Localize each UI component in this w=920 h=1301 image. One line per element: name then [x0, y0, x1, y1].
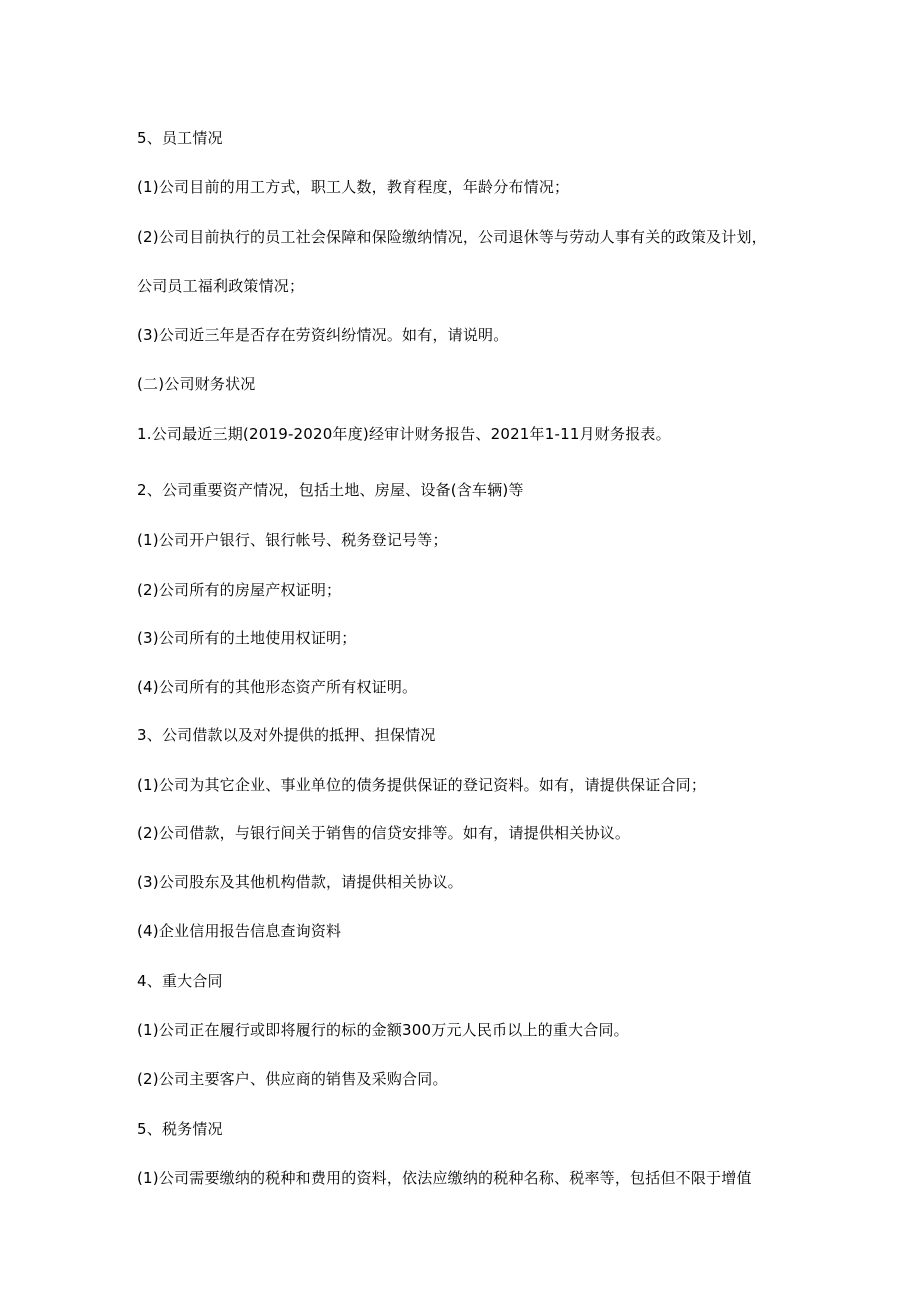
list-item: (3)公司所有的土地使用权证明； [137, 629, 357, 647]
section-heading-finance: (二)公司财务状况 [137, 375, 256, 393]
list-item: (2)公司所有的房屋产权证明； [137, 581, 342, 599]
list-item-continuation: 公司员工福利政策情况； [137, 277, 305, 295]
list-item: (2)公司借款，与银行间关于销售的信贷安排等。如有，请提供相关协议。 [137, 824, 631, 842]
list-item: (2)公司主要客户、供应商的销售及采购合同。 [137, 1070, 448, 1088]
section-heading-employees: 5、员工情况 [137, 129, 223, 147]
list-item: (1)公司目前的用工方式，职工人数，教育程度，年龄分布情况； [137, 178, 570, 196]
list-item: (2)公司目前执行的员工社会保障和保险缴纳情况，公司退休等与劳动人事有关的政策及计划， [137, 228, 767, 246]
section-heading-tax: 5、税务情况 [137, 1120, 223, 1138]
section-heading-assets: 2、公司重要资产情况，包括土地、房屋、设备(含车辆)等 [137, 481, 524, 499]
list-item: (1)公司正在履行或即将履行的标的金额300万元人民币以上的重大合同。 [137, 1021, 629, 1039]
list-item: (1)公司开户银行、银行帐号、税务登记号等； [137, 531, 448, 549]
section-heading-contracts: 4、重大合同 [137, 972, 223, 990]
list-item: (4)企业信用报告信息查询资料 [137, 922, 342, 940]
section-heading-loans: 3、公司借款以及对外提供的抵押、担保情况 [137, 726, 436, 744]
list-item: (3)公司股东及其他机构借款，请提供相关协议。 [137, 873, 463, 891]
list-item: (3)公司近三年是否存在劳资纠纷情况。如有，请说明。 [137, 326, 509, 344]
list-item: (1)公司需要缴纳的税种和费用的资料，依法应缴纳的税种名称、税率等，包括但不限于增值 [137, 1169, 752, 1187]
list-item: 1.公司最近三期(2019-2020年度)经审计财务报告、2021年1-11月财务报表。 [137, 425, 671, 443]
list-item: (1)公司为其它企业、事业单位的债务提供保证的登记资料。如有，请提供保证合同； [137, 776, 707, 794]
list-item: (4)公司所有的其他形态资产所有权证明。 [137, 678, 418, 696]
